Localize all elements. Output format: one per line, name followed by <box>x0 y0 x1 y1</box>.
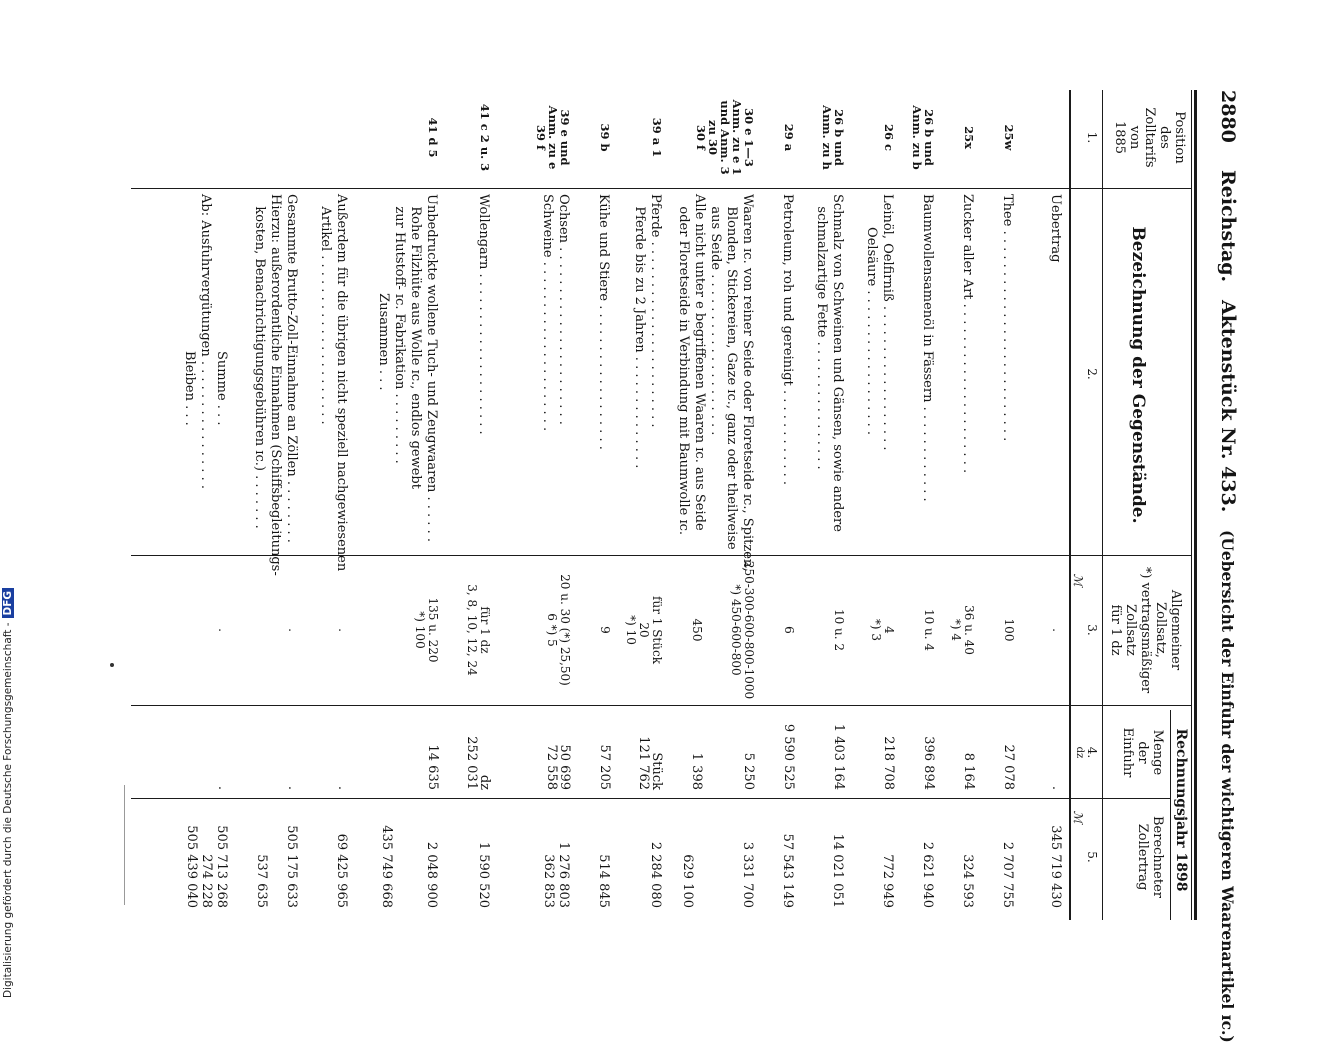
duty-amount: 345 719 430 <box>1048 825 1063 908</box>
item-description: Thee . . . . . . . . . . . . . . . . . . . . . . . . . . <box>1000 194 1015 442</box>
import-quantity: 218 708 <box>881 736 896 790</box>
table-row <box>1025 90 1065 920</box>
duty-rate: 20 u. 30 (*) 25,50) 6 *) 5 <box>545 574 572 686</box>
duty-amount: 505 175 633 537 635 <box>254 825 299 908</box>
item-description: Wollengarn . . . . . . . . . . . . . . . . . . . . <box>476 194 491 435</box>
table-row <box>939 90 977 920</box>
header-bottom-rule <box>1102 90 1103 920</box>
duty-amount: 1 276 803 362 853 <box>541 841 571 908</box>
digitization-note <box>2 8 14 998</box>
duty-rate: 10 u. 4 <box>922 608 936 652</box>
item-description: Kühe und Stiere . . . . . . . . . . . . . . . . . . <box>596 194 611 450</box>
unit-quantity: dz <box>1074 746 1085 759</box>
item-description: Baumwollensamenöl in Fässern . . . . . . . . . . . . <box>920 194 935 502</box>
column-number-4: 4. <box>1085 746 1099 759</box>
duty-amount: 57 543 149 <box>780 833 795 908</box>
import-quantity: . <box>285 785 300 790</box>
import-quantity: . <box>335 785 350 790</box>
import-quantity: 396 894 <box>921 736 936 790</box>
table-top-rule <box>1194 90 1197 920</box>
duty-rate: 10 u. 2 <box>832 608 846 652</box>
item-description: Schmalz von Schweinen und Gänsen, sowie andere schmalzartige Fette . . . . . . . . . . . . . . . . <box>814 194 845 532</box>
table-row <box>669 90 757 920</box>
table-row <box>577 90 613 920</box>
duty-rate: 9 <box>598 626 612 634</box>
table-row <box>355 90 441 920</box>
item-description: Uebertrag <box>1048 194 1063 263</box>
table-top-rule-thin <box>1191 90 1192 920</box>
import-quantity: . <box>215 785 230 790</box>
item-description: Leinöl, Oelfirniß . . . . . . . . . . . . . . . . . . Oelsäure . . . . . . . . . . . . . . . . . . <box>864 194 895 451</box>
duty-amount: 2 621 940 <box>920 841 935 908</box>
item-description: Gesammte Brutto-Zoll-Einnahme an Zöllen . . . . . . . . Hierzu: außerordentliche Einnahmen (Schiffsbegleitungs- kosten, Benachrichtigungsgebühren ɪc.) . . . . . . . <box>252 194 299 576</box>
duty-rate: 4 *) 3 <box>869 618 896 642</box>
duty-amount: 2 048 900 435 749 668 <box>379 825 439 908</box>
header-reichstag: Reichstag. <box>1217 170 1239 283</box>
import-quantity: dz 252 031 <box>464 736 492 790</box>
duty-amount: 14 021 051 <box>830 833 845 908</box>
duty-rate: 36 u. 40 *) 4 <box>949 605 976 655</box>
column-header-quantity: Menge der Einfuhr <box>1120 727 1165 778</box>
import-quantity: Stück 121 762 <box>636 736 664 790</box>
table-row <box>801 90 847 920</box>
page-header <box>1205 90 1245 1043</box>
duty-amount: 2 284 080 <box>648 841 663 908</box>
table-row <box>617 90 665 920</box>
unit-duty: ℳ <box>1071 810 1085 824</box>
table-row <box>305 90 351 920</box>
import-quantity: 14 635 <box>425 744 440 790</box>
tariff-position: 30 e 1—3 Anm. zu e 1 und Anm. 3 zu 30 30 f <box>694 99 756 176</box>
duty-rate: . <box>1050 628 1064 632</box>
table-row <box>981 90 1017 920</box>
header-subject: (Uebersicht der Einfuhr der wichtigeren Waarenartikel ɪc.) <box>1218 530 1237 1043</box>
column-header-rate: Allgemeiner Zollsatz, *) vertragsmäßiger Zollsatz für 1 dz <box>1108 566 1183 694</box>
import-quantity: 1 403 164 <box>831 723 846 790</box>
table-row <box>497 90 573 920</box>
tariff-position: 39 e und Anm. zu e 39 f <box>534 105 572 170</box>
duty-amount: 514 845 <box>596 854 611 908</box>
item-description: Außerdem für die übrigen nicht speziell nachgewiesenen Artikel . . . . . . . . . . . . . . . . . . . . . <box>318 194 349 572</box>
import-quantity: 50 699 72 558 <box>544 744 572 790</box>
tariff-position: 39 b <box>598 123 612 152</box>
tariff-position: 26 b und Anm. zu b <box>910 105 936 170</box>
item-description: Zucker aller Art . . . . . . . . . . . . . . . . . . . . . <box>960 194 975 474</box>
table-row <box>161 90 231 920</box>
table-row <box>761 90 797 920</box>
duty-amount: 3 331 700 629 100 <box>680 841 755 908</box>
duty-rate: 135 u. 220 *) 100 <box>413 597 440 663</box>
column-number-2: 2. <box>1085 368 1099 380</box>
duty-rate: 250-300-600-800-1000 *) 450-600-800 450 <box>690 560 756 700</box>
digitization-note-text: Digitalisierung gefördert durch die Deutsche Forschungsgemeinschaft - <box>2 622 14 998</box>
import-quantity: 9 590 525 <box>781 723 796 790</box>
column-header-position: Position des Zolltarifs von 1885 <box>1112 107 1187 168</box>
group-rule <box>1170 710 1171 920</box>
item-description: Ochsen . . . . . . . . . . . . . . . . . . . . . . Schweine . . . . . . . . . . . . . . . . . . . . . <box>540 194 571 432</box>
page-number: 2880 <box>1217 90 1239 143</box>
tariff-position: 25x <box>962 126 976 149</box>
item-description: Pferde . . . . . . . . . . . . . . . . . . . . . . . Pferde bis zu 2 Jahren . . . . . . . . . . . . . . <box>632 194 663 469</box>
duty-amount: 505 713 268 274 228 505 439 040 <box>184 825 229 908</box>
duty-amount: 69 425 965 <box>334 833 349 908</box>
duty-rate: . <box>336 628 350 632</box>
duty-amount: 1 590 520 <box>476 841 491 908</box>
duty-amount: 2 707 755 <box>1000 841 1015 908</box>
item-description: Unbedruckte wollene Tuch- und Zeugwaaren . . . . . . Rohe Filzhüte aus Wolle ɪc., endlos gewebt zur Hutstoff- ɪc. Fabrikation . . . . . . . . . Zusammen . . . <box>376 194 439 542</box>
duty-rate: . <box>216 628 230 632</box>
duty-rate: für 1 dz 3, 8, 10, 12, 24 <box>465 584 492 676</box>
tariff-position: 25w <box>1002 124 1016 151</box>
import-quantity: 8 164 <box>961 752 976 790</box>
import-quantity: 5 250 1 398 <box>689 752 756 790</box>
column-header-description: Bezeichnung der Gegenstände. <box>1128 226 1148 524</box>
duty-rate: 6 <box>782 626 796 634</box>
column-number-1: 1. <box>1085 131 1099 144</box>
tariff-position: 26 c <box>882 123 896 151</box>
import-quantity: 57 205 <box>597 744 612 790</box>
column-header-duty: Berechneter Zollertrag <box>1135 815 1165 898</box>
dfg-logo: DFG <box>2 588 14 619</box>
duty-amount: 324 593 <box>960 854 975 908</box>
item-description: Summe . . . Ab: Ausfuhrvergütungen . . . . . . . . . . . . . . . . Bleiben . . . <box>182 194 229 489</box>
tariff-position: 26 b und Anm. zu h <box>820 105 846 170</box>
item-description: Petroleum, roh und gereinigt . . . . . . . . . . . . <box>780 194 795 486</box>
duty-rate: 100 <box>1002 618 1016 642</box>
units-rule <box>1069 90 1071 920</box>
table-row <box>445 90 493 920</box>
table-row <box>899 90 937 920</box>
item-description: Waaren ɪc. von reiner Seide oder Floretseide ɪc., Spitzen, Blonden, Stickereien, Gaze ɪc., ganz oder theilweise aus Seide . . . . . . . . . . . . . . . . . . . . Alle nicht unter e begriffenen Waaren ɪc. aus Seide oder Floretseide in Verbindung mit Baumwolle ɪc. <box>676 194 755 572</box>
column-number-5: 5. <box>1085 851 1099 863</box>
header-aktenstueck: Aktenstück Nr. 433. <box>1217 300 1239 513</box>
duty-rate: für 1 Stück 20 *) 10 <box>624 596 664 664</box>
rotated-document <box>95 90 1245 1043</box>
column-group-year: Rechnungsjahr 1898 <box>1173 728 1189 892</box>
tariff-position: 41 c 2 u. 3 <box>478 103 492 172</box>
table-row <box>851 90 897 920</box>
unit-rate: ℳ <box>1071 573 1085 587</box>
import-quantity: . <box>1049 785 1064 790</box>
table-row <box>235 90 301 920</box>
import-quantity: 27 078 <box>1001 744 1016 790</box>
duty-rate: . <box>286 628 300 632</box>
tariff-position: 41 d 5 <box>426 117 440 158</box>
tariff-position: 39 a 1 <box>650 117 664 158</box>
column-number-3: 3. <box>1085 624 1099 636</box>
tariff-position: 29 a <box>782 123 796 152</box>
duty-amount: 772 949 <box>880 854 895 908</box>
